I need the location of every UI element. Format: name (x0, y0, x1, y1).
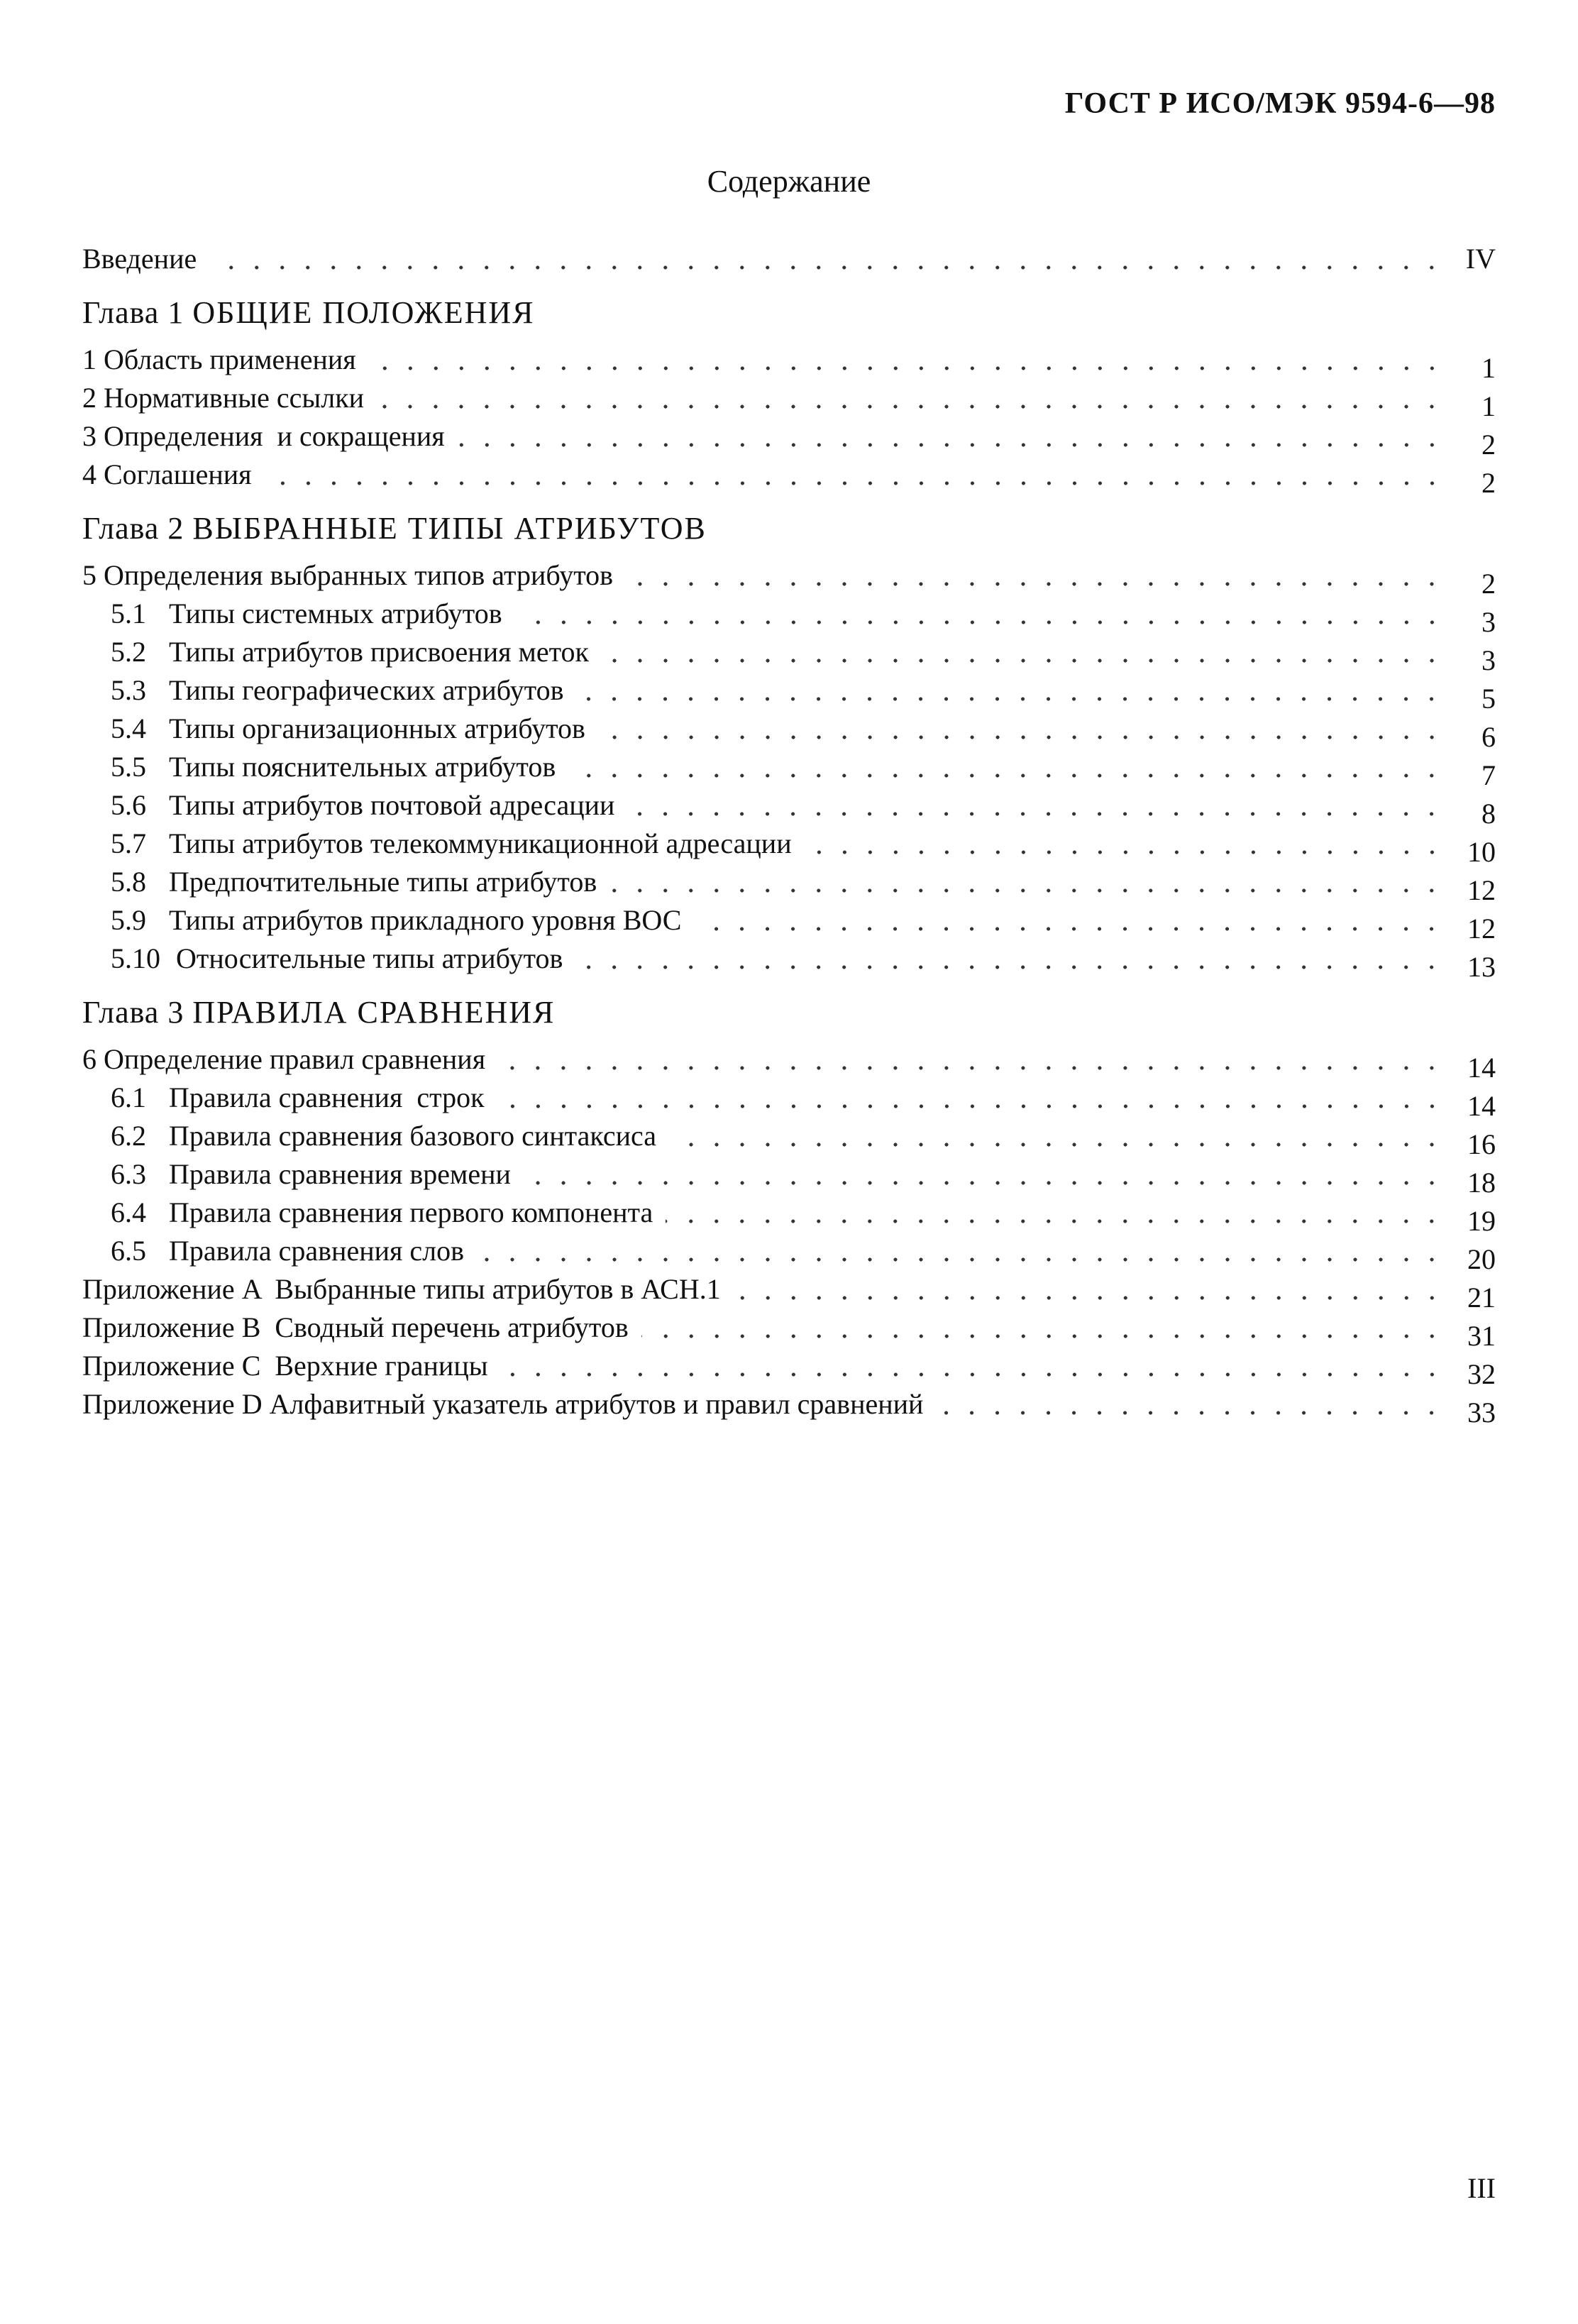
dot-leader (694, 901, 1445, 940)
toc-entry-appendix-a[interactable] (82, 1270, 1496, 1314)
page-number: III (1467, 2172, 1496, 2204)
dot-leader (734, 1270, 1445, 1309)
chapter-2-heading (82, 501, 1496, 556)
toc-entry-label: 5 Определения выбранных типов атрибутов (82, 559, 614, 591)
dot-leader (609, 863, 1445, 901)
toc-entry-page: 2 (1482, 467, 1496, 499)
dot-leader (666, 1194, 1445, 1232)
toc-entry-label: 6 Определение правил сравнения (82, 1043, 486, 1075)
toc-entry-number: 6.4 (111, 1196, 146, 1228)
toc-entry-number: 6.2 (111, 1120, 146, 1152)
toc-entry-text: Типы атрибутов почтовой адресации (169, 789, 615, 821)
toc-entry-page: 16 (1467, 1128, 1496, 1160)
toc-entry-label (82, 1155, 511, 1194)
dot-leader (209, 240, 1445, 278)
toc-entry-label (82, 1117, 656, 1155)
toc-entry-appendix-b[interactable] (82, 1309, 1496, 1352)
chapter-prefix: Глава 2 (82, 511, 184, 546)
toc-entry-appendix-c[interactable] (82, 1347, 1496, 1390)
dot-leader (497, 1079, 1445, 1117)
toc-entry-page: 3 (1482, 644, 1496, 676)
toc-entry-number: 5.2 (111, 636, 146, 668)
toc-entry-label: 4 Соглашения (82, 458, 252, 490)
toc-entry-page: 1 (1482, 352, 1496, 384)
toc-entry-label (82, 901, 681, 940)
toc-entry[interactable] (82, 456, 1496, 499)
toc-entry-label (82, 633, 589, 671)
toc-entry-page: 2 (1482, 429, 1496, 461)
dot-leader (627, 786, 1445, 825)
toc-subentry[interactable] (82, 1117, 1496, 1160)
toc-entry-number: 5.9 (111, 904, 146, 936)
dot-leader (575, 940, 1445, 978)
dot-leader (458, 417, 1445, 456)
dot-leader (598, 710, 1445, 748)
toc-subentry[interactable] (82, 710, 1496, 753)
toc-entry-text: Правила сравнения строк (169, 1081, 485, 1113)
toc-entry-number: 6.5 (111, 1235, 146, 1267)
dot-leader (568, 748, 1445, 786)
chapter-prefix: Глава 1 (82, 295, 184, 330)
chapter-title: ОБЩИЕ ПОЛОЖЕНИЯ (192, 295, 535, 330)
dot-leader (641, 1309, 1445, 1347)
toc-subentry[interactable] (82, 1079, 1496, 1122)
dot-leader (524, 1155, 1445, 1194)
dot-leader (477, 1232, 1445, 1270)
toc-entry-page: IV (1465, 243, 1496, 275)
toc-entry-text: Типы географических атрибутов (169, 674, 564, 706)
toc-entry-page: 5 (1482, 683, 1496, 715)
toc-entry-number: 5.7 (111, 827, 146, 859)
dot-leader (576, 671, 1445, 710)
toc-entry-label: 3 Определения и сокращения (82, 420, 445, 452)
toc-entry-number: 5.10 (111, 942, 160, 974)
toc-entry-section-6[interactable] (82, 1040, 1496, 1084)
dot-leader (515, 595, 1445, 633)
toc-entry-label (82, 595, 502, 633)
toc-entry-page: 12 (1467, 874, 1496, 906)
toc-entry-page: 31 (1467, 1320, 1496, 1352)
toc-entry[interactable] (82, 341, 1496, 384)
toc-entry-label: 1 Область применения (82, 343, 356, 375)
toc-entry-page: 20 (1467, 1243, 1496, 1275)
dot-leader (501, 1347, 1445, 1385)
dot-leader (602, 633, 1445, 671)
toc-entry-intro[interactable] (82, 230, 1496, 278)
toc-entry[interactable] (82, 379, 1496, 422)
toc-entry-text: Типы системных атрибутов (169, 597, 502, 629)
toc-entry-number: 5.3 (111, 674, 146, 706)
toc-subentry[interactable] (82, 1194, 1496, 1237)
toc-entry-page: 13 (1467, 951, 1496, 983)
dot-leader (936, 1385, 1445, 1423)
toc-entry-number: 5.5 (111, 751, 146, 783)
toc-entry-text: Предпочтительные типы атрибутов (169, 866, 597, 898)
toc-subentry[interactable] (82, 633, 1496, 676)
toc-entry-text: Типы атрибутов присвоения меток (169, 636, 589, 668)
toc-subentry[interactable] (82, 748, 1496, 791)
dot-leader (377, 379, 1445, 417)
toc-entry-label (82, 1232, 464, 1270)
toc-entry-label (82, 940, 563, 978)
toc-entry-number: 5.6 (111, 789, 146, 821)
dot-leader (369, 341, 1445, 379)
toc-entry-page: 21 (1467, 1282, 1496, 1314)
toc-entry-number: 5.8 (111, 866, 146, 898)
table-of-contents (82, 230, 1496, 1428)
chapter-title: ВЫБРАННЫЕ ТИПЫ АТРИБУТОВ (192, 511, 707, 546)
toc-entry-label (82, 1079, 485, 1117)
toc-entry[interactable] (82, 417, 1496, 461)
chapter-prefix: Глава 3 (82, 995, 184, 1030)
chapter-1-heading (82, 285, 1496, 341)
toc-entry-page: 14 (1467, 1052, 1496, 1084)
dot-leader (498, 1040, 1445, 1079)
toc-subentry[interactable] (82, 863, 1496, 906)
toc-entry-page: 1 (1482, 390, 1496, 422)
toc-entry-label (82, 710, 585, 748)
toc-entry-label (82, 786, 614, 825)
toc-title: Содержание (707, 164, 871, 199)
toc-subentry[interactable] (82, 940, 1496, 983)
toc-entry-text: Относительные типы атрибутов (176, 942, 563, 974)
toc-subentry[interactable] (82, 825, 1496, 868)
toc-entry-page: 7 (1482, 759, 1496, 791)
toc-entry-label (82, 748, 556, 786)
document-code: ГОСТ Р ИСО/МЭК 9594-6—98 (1064, 87, 1496, 120)
toc-entry-number: 5.1 (111, 597, 146, 629)
toc-subentry[interactable] (82, 595, 1496, 638)
toc-entry-text: Правила сравнения слов (169, 1235, 465, 1267)
toc-subentry[interactable] (82, 1232, 1496, 1275)
dot-leader (669, 1117, 1445, 1155)
toc-entry-text: Типы атрибутов прикладного уровня ВОС (169, 904, 682, 936)
toc-entry-label (82, 825, 792, 863)
toc-entry-page: 6 (1482, 721, 1496, 753)
toc-subentry[interactable] (82, 901, 1496, 945)
toc-subentry[interactable] (82, 1155, 1496, 1199)
toc-entry-label: Приложение A Выбранные типы атрибутов в АСН.1 (82, 1273, 721, 1305)
toc-subentry[interactable] (82, 671, 1496, 715)
toc-entry-text: Типы пояснительных атрибутов (169, 751, 556, 783)
toc-entry-page: 14 (1467, 1090, 1496, 1122)
toc-entry-section-5[interactable] (82, 556, 1496, 600)
toc-entry-label (82, 1194, 653, 1232)
toc-entry-label: Приложение B Сводный перечень атрибутов (82, 1311, 629, 1343)
toc-entry-page: 3 (1482, 606, 1496, 638)
dot-leader (805, 825, 1445, 863)
toc-entry-page: 32 (1467, 1358, 1496, 1390)
dot-leader (626, 556, 1445, 595)
toc-entry-label: 2 Нормативные ссылки (82, 382, 365, 414)
toc-entry-page: 10 (1467, 836, 1496, 868)
toc-entry-label: Приложение C Верхние границы (82, 1350, 488, 1382)
dot-leader (265, 456, 1445, 494)
chapter-3-heading (82, 985, 1496, 1040)
toc-entry-label (82, 863, 597, 901)
toc-entry-page: 33 (1467, 1397, 1496, 1428)
toc-entry-page: 18 (1467, 1167, 1496, 1199)
toc-entry-text: Правила сравнения времени (169, 1158, 511, 1190)
toc-entry-label: Введение (82, 243, 197, 275)
toc-entry-text: Типы атрибутов телекоммуникационной адресации (169, 827, 792, 859)
toc-entry-number: 5.4 (111, 712, 146, 744)
toc-entry-text: Правила сравнения базового синтаксиса (169, 1120, 656, 1152)
toc-subentry[interactable] (82, 786, 1496, 830)
toc-entry-number: 6.1 (111, 1081, 146, 1113)
toc-entry-label (82, 671, 563, 710)
toc-entry-text: Типы организационных атрибутов (169, 712, 585, 744)
toc-entry-number: 6.3 (111, 1158, 146, 1190)
toc-entry-page: 8 (1482, 798, 1496, 830)
toc-entry-page: 2 (1482, 568, 1496, 600)
toc-entry-label: Приложение D Алфавитный указатель атрибутов и правил сравнений (82, 1388, 924, 1420)
chapter-title: ПРАВИЛА СРАВНЕНИЯ (192, 995, 556, 1030)
toc-entry-text: Правила сравнения первого компонента (169, 1196, 653, 1228)
toc-entry-page: 12 (1467, 913, 1496, 945)
toc-entry-page: 19 (1467, 1205, 1496, 1237)
toc-entry-appendix-d[interactable] (82, 1385, 1496, 1428)
